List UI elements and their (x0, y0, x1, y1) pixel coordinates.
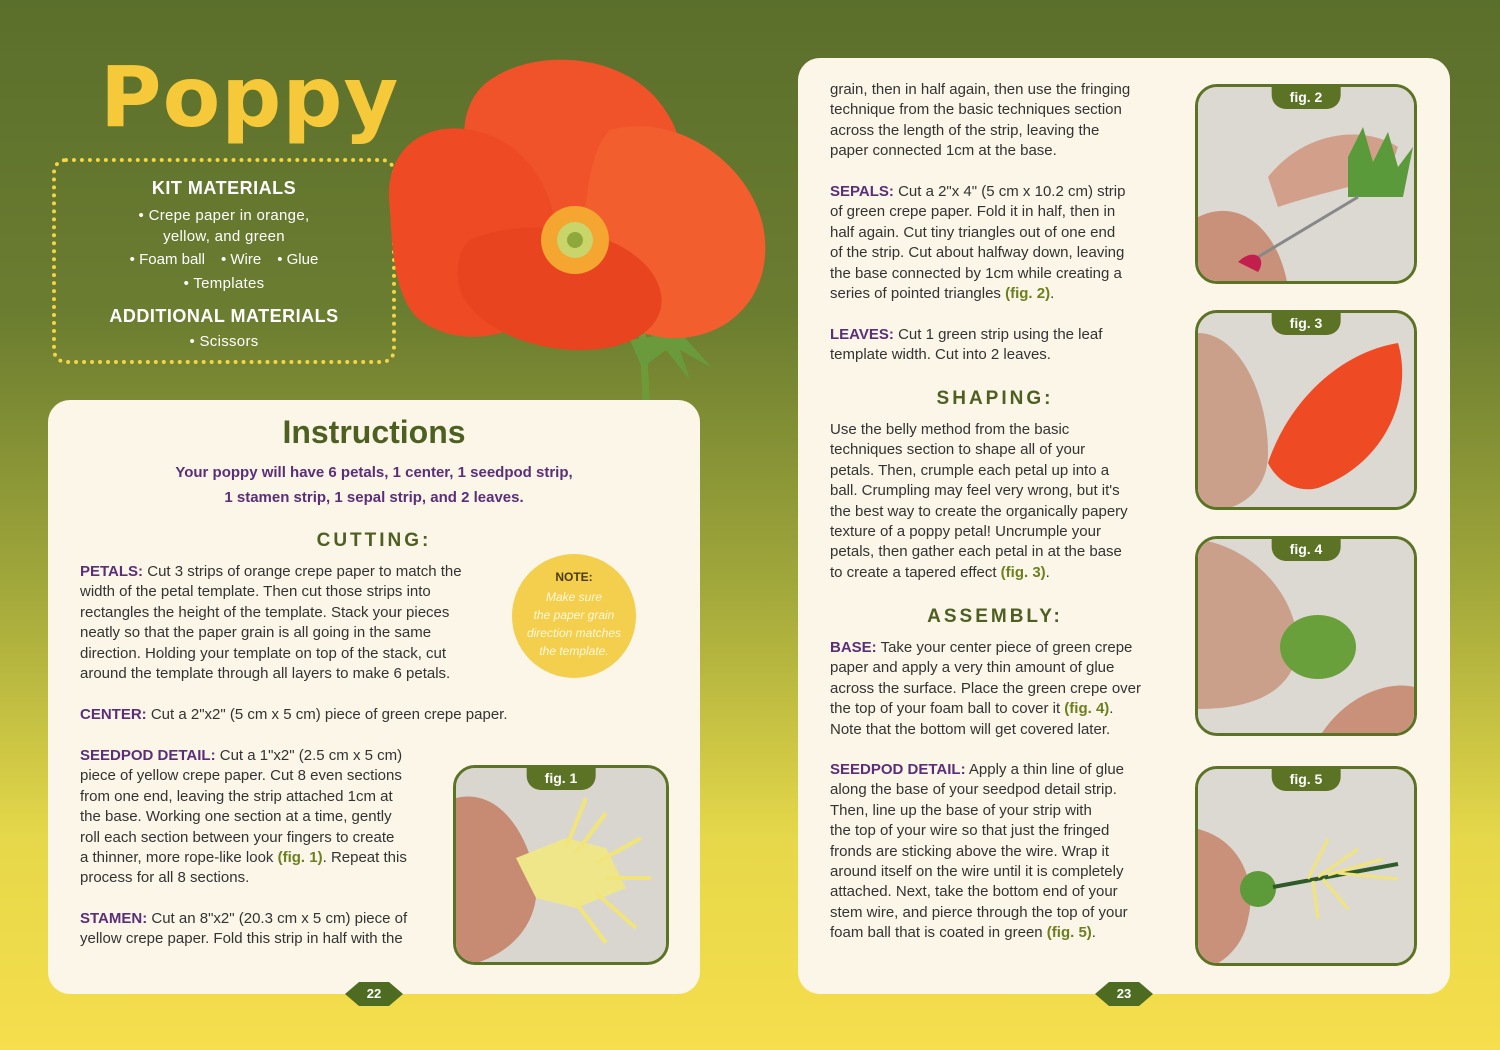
fig4-photo (1198, 539, 1417, 736)
additional-materials-heading: ADDITIONAL MATERIALS (109, 306, 339, 326)
kit-item-crepe-colors: yellow, and green (163, 228, 285, 245)
instructions-intro: Your poppy will have 6 petals, 1 center, 1 seedpod strip, 1 stamen strip, 1 sepal strip, and 2 leaves. (175, 464, 573, 506)
kit-items-row (56, 249, 392, 271)
seedpod-assembly-paragraph: SEEDPOD DETAIL: Apply a thin line of glue along the base of your seedpod detail strip. Then, line up the base of your strip with the top of your wire so that just the fringed fronds are sticking above the wire. Wrap it around itself on the wire until it is completely attached. Next, take the bottom end of your stem wire, and pierce through the top of your foam ball that is coated in green (fig. 5). (830, 761, 1128, 942)
page-number-right: 23 (1095, 982, 1153, 1006)
additional-item-scissors: • Scissors (189, 333, 259, 350)
figure-1 (453, 765, 669, 965)
note-callout: NOTE: Make sure the paper grain direction matches the template. (512, 554, 636, 678)
instructions-heading: Instructions (282, 414, 466, 450)
base-paragraph: BASE: Take your center piece of green crepe paper and apply a very thin amount of glue across the surface. Place the green crepe over the top of your foam ball to cover it (fig. 4). Note that the bottom will get covered later. (830, 639, 1142, 738)
shaping-paragraph: Use the belly method from the basic techniques section to shape all of your petals. Then, crumple each petal up into a ball. Crumpling may feel very wrong, but it's the best way to create the organically papery texture of a poppy petal! Uncrumple your petals, then gather each petal in at the base to create a tapered effect (fig. 3). (830, 421, 1128, 581)
seedpod-detail-paragraph: SEEDPOD DETAIL: Cut a 1"x2" (2.5 cm x 5 cm) piece of yellow crepe paper. Cut 8 even sections from one end, leaving the strip attached 1cm at the base. Working one section at a time, gently roll each section between your fingers to create a thinner, more rope-like look (fig. 1). Repeat this process for all 8 sections. (80, 747, 407, 887)
kit-materials-heading: KIT MATERIALS (151, 178, 297, 198)
fig2-photo (1198, 87, 1417, 284)
shaping-heading: SHAPING: (936, 388, 1054, 409)
stamen-paragraph: STAMEN: Cut an 8"x2" (20.3 cm x 5 cm) piece of yellow crepe paper. Fold this strip in half with the (80, 910, 408, 948)
fig5-label: fig. 5 (1272, 769, 1341, 791)
fig1-label: fig. 1 (527, 768, 596, 790)
fig5-photo (1198, 769, 1417, 966)
figure-4 (1195, 536, 1417, 736)
leaves-paragraph: LEAVES: Cut 1 green strip using the leaf template width. Cut into 2 leaves. (830, 326, 1103, 364)
page-number-left: 22 (345, 982, 403, 1006)
fig3-label: fig. 3 (1272, 313, 1341, 335)
kit-item-templates: • Templates (183, 275, 265, 292)
page-title: Poppy (100, 48, 400, 146)
petals-paragraph: PETALS: Cut 3 strips of orange crepe paper to match the width of the petal template. Then cut those strips into rectangles the height of the template. Stack your pieces neatly so that the paper grain is all going in the same direction. Holding your template on top of the stack, cut around the template through all layers to make 6 petals. (80, 563, 462, 683)
assembly-heading: ASSEMBLY: (927, 606, 1063, 627)
fig2-label: fig. 2 (1272, 87, 1341, 109)
instructions-panel-continued (798, 58, 1450, 994)
instructions-panel (48, 400, 700, 994)
kit-materials-box (52, 158, 396, 364)
figure-5 (1195, 766, 1417, 966)
poppy-petals (389, 60, 765, 350)
figure-2 (1195, 84, 1417, 284)
figure-3 (1195, 310, 1417, 510)
stamen-continued-paragraph: grain, then in half again, then use the fringing technique from the basic techniques section across the length of the strip, leaving the paper connected 1cm at the base. (830, 81, 1131, 160)
kit-item-wire: • Wire (220, 251, 262, 268)
fig3-photo (1198, 313, 1417, 510)
fig4-label: fig. 4 (1272, 539, 1341, 561)
kit-item-glue: • Glue (277, 251, 319, 268)
cutting-heading: CUTTING: (316, 530, 432, 551)
fig1-photo (456, 768, 669, 965)
sepals-paragraph: SEPALS: Cut a 2"x 4" (5 cm x 10.2 cm) strip of green crepe paper. Fold it in half, then in half again. Cut tiny triangles out of one end of the strip. Cut about halfway down, leaving the base connected by 1cm while creating a series of pointed triangles (fig. 2). (830, 183, 1126, 303)
kit-item-foam: • Foam ball (129, 251, 205, 268)
kit-item-crepe: • Crepe paper in orange, (138, 207, 310, 224)
center-paragraph: CENTER: Cut a 2"x2" (5 cm x 5 cm) piece of green crepe paper. (80, 706, 508, 723)
